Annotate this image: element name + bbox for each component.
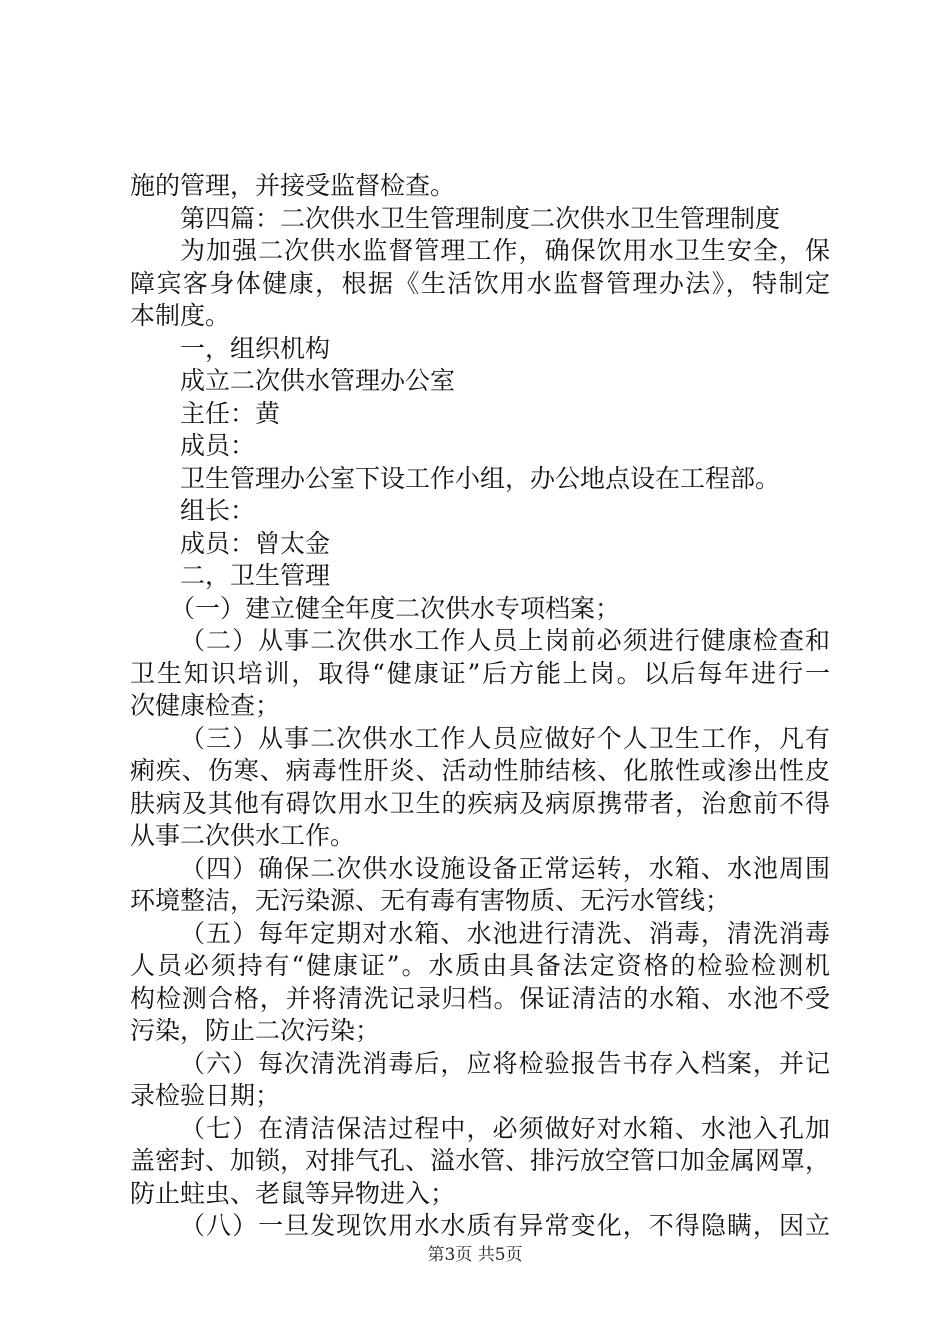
text-line: 卫生管理办公室下设工作小组，办公地点设在工程部。 <box>180 463 781 493</box>
text-line: （二）从事二次供水工作人员上岗前必须进行健康检查和 <box>180 626 830 655</box>
text-line: （八）一旦发现饮用水水质有异常变化，不得隐瞒，因立 <box>180 1211 830 1240</box>
text-line: （四）确保二次供水设施设备正常运转，水箱、水池周围 <box>180 853 830 883</box>
text-line: 成员：曾太金 <box>180 528 331 558</box>
text-line: 二，卫生管理 <box>180 561 331 590</box>
page-footer: 第3页 共5页 <box>427 1245 523 1265</box>
text-line: 施的管理，并接受监督检查。 <box>130 171 456 200</box>
text-line: 防止蛀虫、老鼠等异物进入； <box>130 1178 456 1208</box>
text-line: 从事二次供水工作。 <box>130 821 356 850</box>
text-line: 主任：黄 <box>180 398 281 428</box>
text-line: （五）每年定期对水箱、水池进行清洗、消毒，清洗消毒 <box>180 918 830 948</box>
text-line: 障宾客身体健康，根据《生活饮用水监督管理办法》，特制定 <box>130 268 830 298</box>
text-line: 环境整洁，无污染源、无有毒有害物质、无污水管线； <box>130 886 731 915</box>
text-line: 肤病及其他有碍饮用水卫生的疾病及病原携带者，治愈前不得 <box>130 788 830 818</box>
text-line: 成立二次供水管理办公室 <box>180 366 456 395</box>
text-line: （六）每次清洗消毒后，应将检验报告书存入档案，并记 <box>180 1048 830 1078</box>
text-line: 次健康检查； <box>130 691 281 720</box>
text-line: 污染，防止二次污染； <box>130 1016 381 1045</box>
text-line: 第四篇：二次供水卫生管理制度二次供水卫生管理制度 <box>180 203 781 233</box>
text-line: 录检验日期； <box>130 1081 281 1110</box>
document-body <box>130 170 830 1243</box>
text-line: （一）建立健全年度二次供水专项档案； <box>170 593 621 623</box>
text-line: （七）在清洁保洁过程中，必须做好对水箱、水池入孔加 <box>180 1113 830 1143</box>
text-line: 一，组织机构 <box>180 333 331 363</box>
text-line: 组长： <box>180 496 256 525</box>
text-line: 成员： <box>180 431 256 460</box>
text-line: 盖密封、加锁，对排气孔、溢水管、排污放空管口加金属网罩， <box>130 1146 831 1175</box>
text-line: 构检测合格，并将清洗记录归档。保证清洁的水箱、水池不受 <box>130 983 830 1013</box>
text-line: 本制度。 <box>130 301 231 330</box>
text-line: 为加强二次供水监督管理工作，确保饮用水卫生安全，保 <box>180 236 830 265</box>
text-line: 卫生知识培训，取得“健康证”后方能上岗。以后每年进行一 <box>130 658 830 688</box>
text-line: （三）从事二次供水工作人员应做好个人卫生工作，凡有 <box>180 723 830 753</box>
text-line: 人员必须持有“健康证”。水质由具备法定资格的检验检测机 <box>130 951 830 980</box>
text-line: 痢疾、伤寒、病毒性肝炎、活动性肺结核、化脓性或渗出性皮 <box>130 756 830 785</box>
